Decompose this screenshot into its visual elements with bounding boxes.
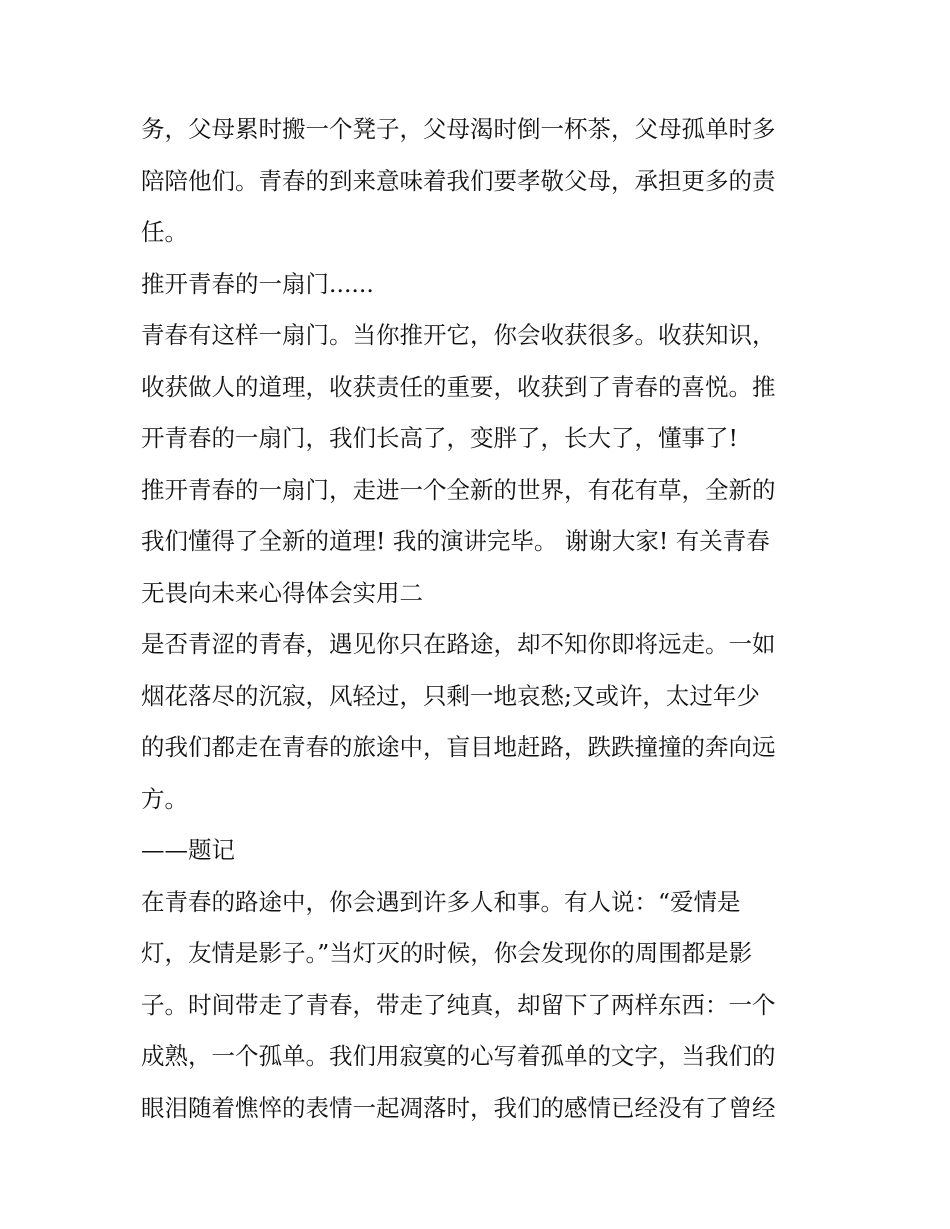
text-line: 成熟，一个孤单。我们用寂寞的心写着孤单的文字，当我们的 <box>141 1042 776 1070</box>
text-line: 烟花落尽的沉寂，风轻过，只剩一地哀愁;又或许，太过年少 <box>141 681 760 710</box>
text-line: 务，父母累时搬一个凳子，父母渴时倒一杯茶，父母孤单时多 <box>141 115 776 143</box>
text-line: 任。 <box>141 218 188 246</box>
text-line: 在青春的路途中，你会遇到许多人和事。有人说：“爱情是 <box>141 887 741 916</box>
text-line: 的我们都走在青春的旅途中，盲目地赶路，跌跌撞撞的奔向远 <box>141 733 776 761</box>
text-line: 收获做人的道理，收获责任的重要，收获到了青春的喜悦。推 <box>141 372 776 401</box>
text-line: 我们懂得了全新的道理! 我的演讲完毕。 谢谢大家! 有关青春 <box>141 527 770 555</box>
text-line: 是否青涩的青春，遇见你只在路途，却不知你即将远走。一如 <box>141 630 776 658</box>
text-line: 方。 <box>141 784 188 813</box>
text-line: 灯，友情是影子。”当灯灭的时候，你会发现你的周围都是影 <box>141 939 753 967</box>
text-line: 无畏向未来心得体会实用二 <box>141 578 423 607</box>
text-line: 推开青春的一扇门，走进一个全新的世界，有花有草，全新的 <box>141 475 776 504</box>
document-body <box>141 104 821 1134</box>
text-line: 青春有这样一扇门。当你推开它，你会收获很多。收获知识， <box>141 321 776 349</box>
text-line: 开青春的一扇门，我们长高了，变胖了，长大了，懂事了! <box>141 424 738 452</box>
text-line: 子。时间带走了青春，带走了纯真，却留下了两样东西：一个 <box>141 990 776 1019</box>
epigraph-attribution: ——题记 <box>141 836 235 864</box>
section-heading: 推开青春的一扇门...... <box>141 269 374 298</box>
text-line: 眼泪随着憔悴的表情一起凋落时，我们的感情已经没有了曾经 <box>141 1093 776 1122</box>
text-line: 陪陪他们。青春的到来意味着我们要孝敬父母，承担更多的责 <box>141 166 776 195</box>
